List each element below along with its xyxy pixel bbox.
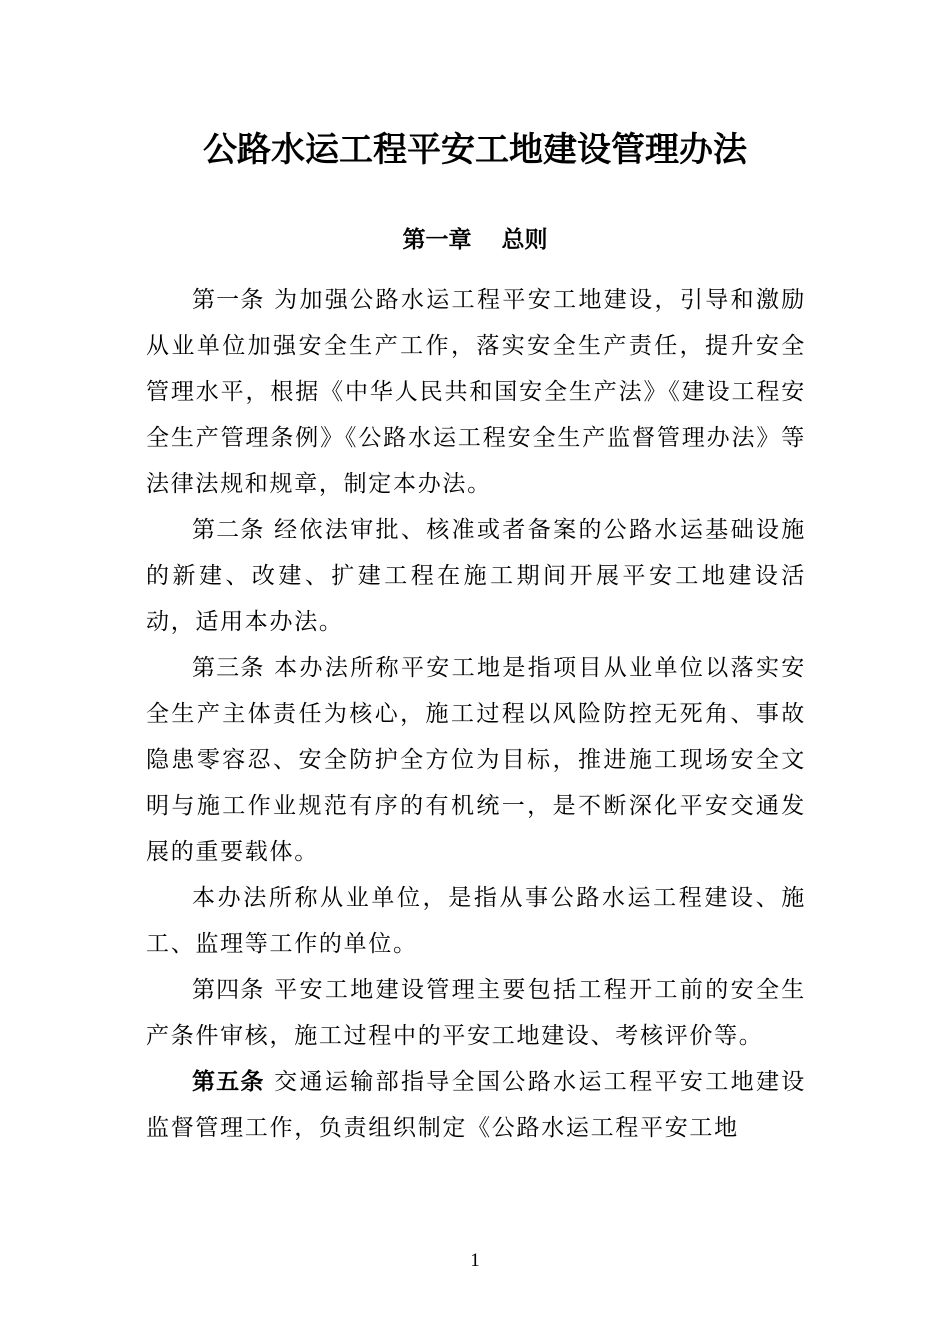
article-text: 本办法所称平安工地是指项目从业单位以落实安全生产主体责任为核心，施工过程以风险防控无死角、事故隐患零容忍、安全防护全方位为目标，推进施工现场安全文明与施工作业规范有序的有机统一，是不断深化平安交通发展的重要载体。: [146, 655, 807, 865]
article-text: 平安工地建设管理主要包括工程开工前的安全生产条件审核，施工过程中的平安工地建设、考核评价等。: [146, 977, 807, 1049]
article-text: 为加强公路水运工程平安工地建设，引导和激励从业单位加强安全生产工作，落实安全生产责任，提升安全管理水平，根据《中华人民共和国安全生产法》《建设工程安全生产管理条例》《公路水运工程安全生产监督管理办法》等法律法规和规章，制定本办法。: [146, 287, 807, 497]
article-number: 第五条: [192, 1069, 265, 1095]
article-text: 本办法所称从业单位，是指从事公路水运工程建设、施工、监理等工作的单位。: [146, 885, 806, 957]
article-number: 第三条: [192, 655, 265, 681]
article-number: 第一条: [192, 287, 265, 313]
article-number: 第二条: [192, 517, 265, 543]
article-paragraph: [146, 1059, 806, 1151]
article-text: 经依法审批、核准或者备案的公路水运基础设施的新建、改建、扩建工程在施工期间开展平安工地建设活动，适用本办法。: [146, 517, 807, 635]
document-title: 公路水运工程平安工地建设管理办法: [203, 130, 747, 170]
article-paragraph: [146, 967, 806, 1059]
chapter-heading: [0, 224, 950, 256]
article-paragraph: [146, 875, 806, 967]
chapter-name: 总则: [501, 227, 548, 253]
chapter-number: 第一章: [402, 227, 472, 253]
article-paragraph: [146, 507, 806, 645]
document-body: [146, 277, 806, 1151]
article-paragraph: [146, 277, 806, 507]
page-number: 1: [470, 1250, 480, 1271]
article-number: 第四条: [192, 977, 265, 1003]
article-paragraph: [146, 645, 806, 875]
article-text: 交通运输部指导全国公路水运工程平安工地建设监督管理工作，负责组织制定《公路水运工程平安工地: [146, 1069, 807, 1141]
